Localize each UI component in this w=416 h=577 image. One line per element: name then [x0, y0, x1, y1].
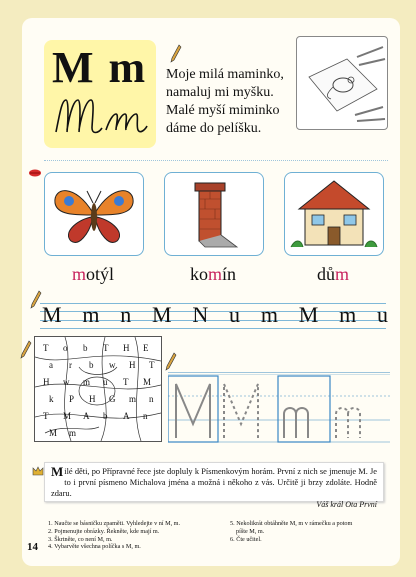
sequence-letter[interactable]: m [82, 302, 100, 327]
letter-sequence [42, 302, 388, 328]
instruction-line: 4. Vybarvěte všechna políčka s M, m. [48, 543, 141, 551]
mosaic-letter[interactable]: H [123, 343, 130, 353]
mosaic-letter[interactable]: G [109, 394, 116, 404]
sequence-letter[interactable]: M [42, 302, 62, 327]
script-letters [50, 92, 150, 142]
sequence-letter[interactable]: M [152, 302, 172, 327]
mosaic-letter[interactable]: m [129, 394, 137, 404]
picture-card-chimney [164, 172, 264, 256]
instruction-line: 6. Čte učitel. [230, 535, 262, 543]
mosaic-letter[interactable]: o [63, 343, 68, 353]
instructions-right [230, 520, 352, 543]
dotted-separator [44, 160, 388, 161]
mosaic-letter[interactable]: b [83, 343, 88, 353]
sequence-letter[interactable]: u [229, 302, 241, 327]
note-initial: M [51, 464, 64, 479]
sequence-letter[interactable]: m [260, 302, 278, 327]
mosaic-letter[interactable]: M [49, 428, 58, 438]
mosaic-letter[interactable]: u [103, 377, 108, 387]
instruction-line: píšte M, m. [236, 527, 265, 535]
instruction-line: 3. Škrtněte, co není M, m. [48, 535, 113, 543]
mosaic-letter[interactable]: T [123, 377, 129, 387]
mouse-drawing-illustration [296, 36, 388, 130]
mosaic-letter[interactable]: P [69, 394, 75, 404]
mosaic-letter[interactable]: k [49, 394, 54, 404]
mosaic-letter[interactable]: T [149, 360, 155, 370]
note-signature: Váš král Ota První [316, 500, 377, 509]
mosaic-letter[interactable]: n [143, 411, 148, 421]
mosaic-letter[interactable]: M [63, 411, 72, 421]
poem-line: dáme do pelíšku. [166, 121, 262, 136]
butterfly-icon [45, 173, 143, 255]
coloring-mosaic[interactable] [34, 336, 162, 442]
mosaic-letter[interactable]: A [83, 411, 90, 421]
house-icon [285, 173, 383, 255]
mosaic-letter[interactable]: A [123, 411, 130, 421]
mosaic-letter[interactable]: M [143, 377, 152, 387]
picture-card-house [284, 172, 384, 256]
sequence-letter[interactable]: n [120, 302, 132, 327]
sequence-letter[interactable]: m [339, 302, 357, 327]
mosaic-letter[interactable]: T [43, 343, 49, 353]
mosaic-letter[interactable]: b [103, 411, 108, 421]
word-komin: komín [189, 264, 237, 284]
pencil-icon [170, 44, 182, 64]
mosaic-letter[interactable]: H [89, 394, 96, 404]
instructions-left [48, 520, 180, 551]
mosaic-letter[interactable]: T [43, 411, 49, 421]
chimney-icon [165, 173, 263, 255]
crown-icon [32, 465, 44, 477]
instruction-line: 2. Pojmenujte obrázky. Řekněte, kde mají m. [48, 527, 160, 535]
mosaic-letter[interactable]: w [109, 360, 116, 370]
pencil-icon [165, 352, 177, 372]
word-dum: dům [316, 264, 349, 284]
word-motyl: motýl [71, 264, 115, 284]
mosaic-letter[interactable]: T [103, 343, 109, 353]
mosaic-letter[interactable]: n [149, 394, 154, 404]
instruction-line: 5. Nekolikrát obtáhněte M, m v rámečku a potom [230, 520, 353, 527]
poem-line: Moje milá maminko, [166, 67, 284, 82]
lips-icon [28, 168, 42, 178]
print-letters: M m [52, 43, 148, 92]
mosaic-letter[interactable]: H [43, 377, 50, 387]
pencil-icon [20, 340, 32, 360]
sequence-letter[interactable]: N [192, 302, 209, 327]
mosaic-letter[interactable]: r [69, 360, 72, 370]
sequence-letter[interactable]: u [376, 302, 388, 327]
poem-line: namaluj mi myšku. [166, 85, 274, 100]
poem-line: Malé myší miminko [166, 103, 280, 118]
picture-card-butterfly [44, 172, 144, 256]
tracing-top-line [168, 372, 390, 373]
mosaic-letter[interactable]: H [129, 360, 136, 370]
poem [166, 66, 284, 138]
mosaic-letter[interactable]: b [89, 360, 94, 370]
mosaic-letter[interactable]: w [63, 377, 70, 387]
mosaic-letter[interactable]: m [83, 377, 91, 387]
tracing-area[interactable] [168, 374, 390, 444]
sequence-letter[interactable]: M [298, 302, 319, 327]
mosaic-letter[interactable]: a [49, 360, 53, 370]
page-number: 14 [27, 541, 38, 553]
note-text: ilé děti, po Přípravné řece jste dopluly k Písmenkovým horám. První z nich se jmenuje M. Je to i první písmeno Michalova jména a možná i někoho z vás. Určitě ji brzy zdoláte. Hodně zdaru. [51, 467, 377, 498]
mosaic-letter[interactable]: m [69, 428, 77, 438]
mosaic-letter[interactable]: E [143, 343, 149, 353]
instruction-line: 1. Naučte se básničku zpaměti. Vyhledejte v ní M, m. [48, 520, 181, 527]
letter-from-king [44, 462, 384, 509]
